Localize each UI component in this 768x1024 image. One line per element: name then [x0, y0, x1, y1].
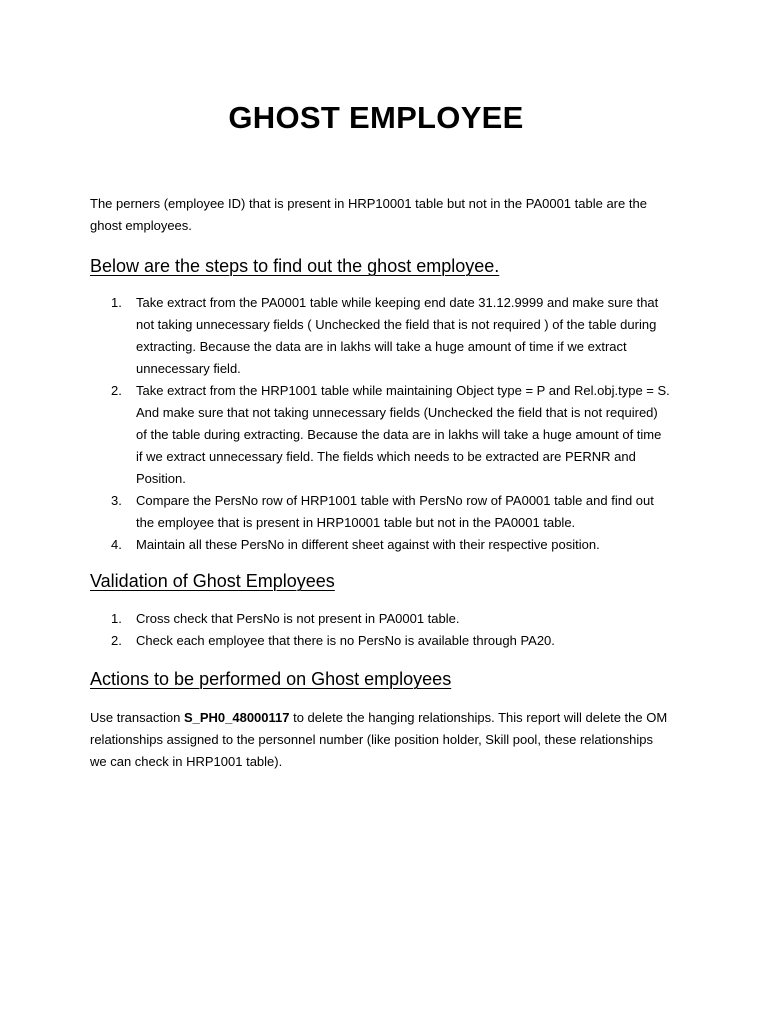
actions-heading: Actions to be performed on Ghost employees: [90, 669, 452, 689]
list-item: [90, 292, 670, 380]
list-item-number: 3.: [111, 493, 122, 508]
list-item: [90, 534, 670, 556]
steps-heading: Below are the steps to find out the ghost employee.: [90, 256, 500, 276]
intro-paragraph: The perners (employee ID) that is present in HRP10001 table but not in the PA0001 table are the ghost employees.: [90, 196, 647, 233]
steps-list: [90, 292, 670, 556]
list-item-text: Compare the PersNo row of HRP1001 table with PersNo row of PA0001 table and find out the employee that is present in HRP10001 table but not in the PA0001 table.: [136, 493, 654, 530]
validation-list: [90, 608, 670, 652]
actions-text-before: Use transaction: [90, 710, 184, 725]
list-item-text: Check each employee that there is no PersNo is available through PA20.: [136, 633, 555, 648]
list-item-number: 2.: [111, 633, 122, 648]
list-item: [90, 490, 670, 534]
list-item: [90, 630, 670, 652]
list-item-text: Take extract from the PA0001 table while keeping end date 31.12.9999 and make sure that not taking unnecessary fields ( Unchecked the field that is not required ) of the table during extracting. Because the data are in lakhs will take a huge amount of time if we extract unnecessary field.: [136, 295, 659, 376]
list-item-number: 1.: [111, 611, 122, 626]
list-item-number: 1.: [111, 295, 122, 310]
document-title: GHOST EMPLOYEE: [228, 100, 524, 135]
actions-text-after: to delete the hanging relationships. This report will delete the OM relationships assigned to the personnel number (like position holder, Skill pool, these relationships we can check in HRP1001 table).: [90, 710, 668, 769]
list-item: [90, 380, 670, 490]
list-item-text: Maintain all these PersNo in different sheet against with their respective position.: [136, 537, 600, 552]
transaction-code: S_PH0_48000117: [183, 710, 290, 725]
actions-paragraph: [90, 707, 670, 773]
list-item-text: Take extract from the HRP1001 table while maintaining Object type = P and Rel.obj.type = S. And make sure that not taking unnecessary fields (Unchecked the field that is not required) of the table during extracting. Because the data are in lakhs will take a huge amount of time if we extract unnecessary field. The fields which needs to be extracted are PERNR and Position.: [136, 383, 670, 486]
list-item-number: 4.: [111, 537, 122, 552]
list-item-number: 2.: [111, 383, 122, 398]
validation-heading: Validation of Ghost Employees: [90, 571, 335, 591]
list-item-text: Cross check that PersNo is not present in PA0001 table.: [136, 611, 460, 626]
list-item: [90, 608, 670, 630]
